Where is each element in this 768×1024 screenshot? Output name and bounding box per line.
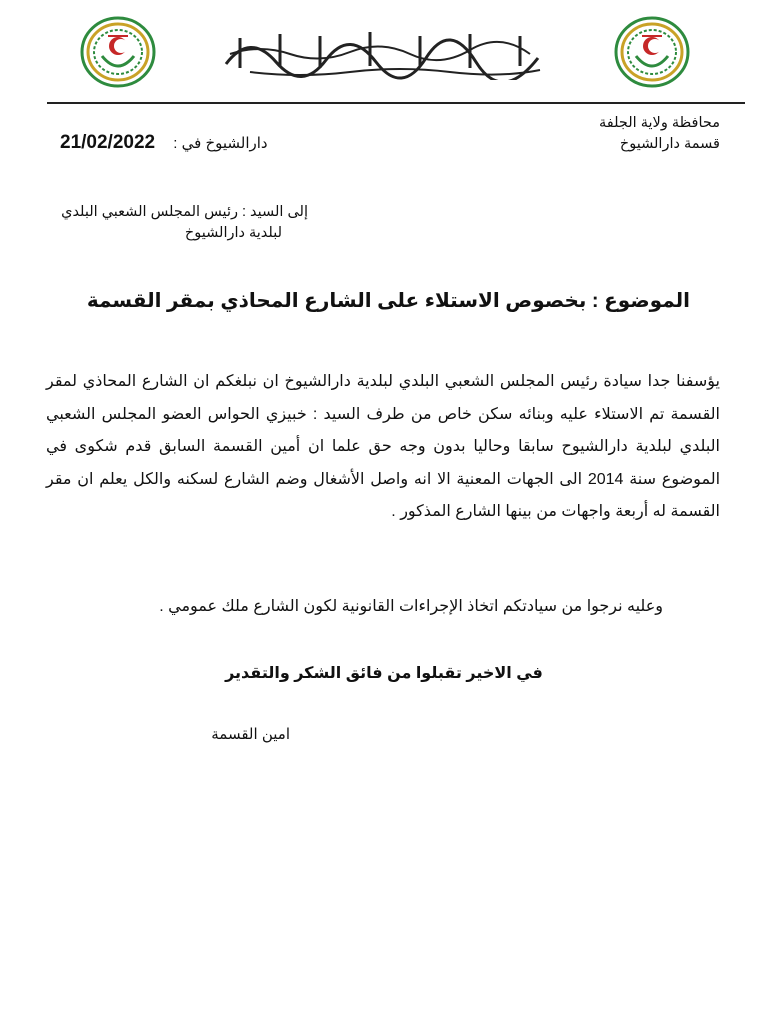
closing-line: في الاخير تقبلوا من فائق الشكر والتقدير (225, 665, 543, 682)
addressee-line-1: إلى السيد : رئيس المجلس الشعبي البلدي (61, 204, 308, 220)
party-emblem-right (614, 16, 690, 88)
letter-date: 21/02/2022 (60, 132, 156, 153)
party-calligraphy-logo (220, 24, 550, 80)
party-emblem-left (80, 16, 156, 88)
sender-line-2: قسمة دارالشيوخ (619, 136, 720, 152)
letterhead (80, 10, 690, 92)
date-line (60, 132, 268, 154)
addressee-block (48, 202, 308, 244)
sender-line-1: محافظة ولاية الجلفة (599, 115, 720, 131)
request-line: وعليه نرجوا من سيادتكم اتخاذ الإجراءات القانونية لكون الشارع ملك عمومي . (159, 598, 663, 615)
addressee-line-2: لبلدية دارالشيوخ (184, 225, 282, 241)
subject-line: الموضوع : بخصوص الاستلاء على الشارع المحاذي بمقر القسمة (86, 290, 690, 312)
letter-body: يؤسفنا جدا سيادة رئيس المجلس الشعبي البلدي لبلدية دارالشيوخ ان نبلغكم ان الشارع المحاذي لمقر القسمة تم الاستلاء عليه وبنائه سكن خاص من طرف السيد : خبيزي الحواس العضو المجلس الشعبي البلدي لبلدية دارالشيوح سابقا وحاليا بدون وجه حق علما ان أمين القسمة السابق قدم شكوى في الموضوع سنة 2014 الى الجهات المعنية الا انه واصل الأشغال وضم الشارع لسكنه والكل يعلم ان مقر القسمة له أربعة واجهات من بينها الشارع المذكور . (46, 373, 721, 520)
date-place-label: دارالشيوخ في : (173, 135, 268, 152)
header-divider (47, 102, 745, 104)
sender-block (599, 113, 720, 155)
signature-title: امين القسمة (211, 726, 290, 743)
